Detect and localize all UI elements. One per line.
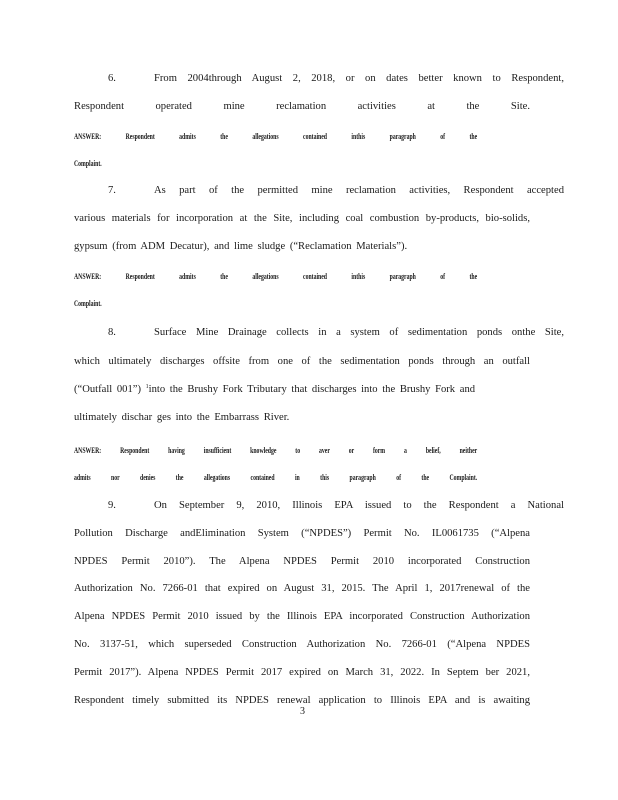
- paragraph-9-line-8: Respondent timely submitted its NPDES renewal application to Illinois EPA and is awaiting: [74, 695, 530, 706]
- answer-6-line-1: ANSWER: Respondent admits the allegations contained inthis paragraph of the: [74, 132, 478, 141]
- answer-8-line-1: ANSWER: Respondent having insufficient knowledge to aver or form a belief, neither: [74, 446, 478, 455]
- paragraph-number: 8.: [108, 327, 116, 338]
- paragraph-8-line-3: (“Outfall 001”) $^1$into the Brushy Fork Tributary that discharges into the Brushy Fork and: [74, 384, 476, 395]
- paragraph-6-line-1: 6. From 2004through August 2, 2018, or on dates better known to Respondent,: [108, 73, 564, 84]
- answer-8-line-2: admits nor denies the allegations contained in this paragraph of the Complaint.: [74, 473, 478, 482]
- paragraph-number: 9.: [108, 500, 116, 511]
- paragraph-9-line-5: Alpena NPDES Permit 2010 issued by the Illinois EPA incorporated Construction Authorization: [74, 611, 530, 622]
- paragraph-9-line-6: No. 3137-51, which superseded Construction Authorization No. 7266-01 (“Alpena NPDES: [74, 639, 530, 650]
- paragraph-9-line-4: Authorization No. 7266-01 that expired on August 31, 2015. The April 1, 2017renewal of the: [74, 583, 530, 594]
- footnote-reference[interactable]: 1: [145, 384, 149, 390]
- paragraph-number: 7.: [108, 185, 116, 196]
- answer-7-line-1: ANSWER: Respondent admits the allegations contained inthis paragraph of the: [74, 272, 478, 281]
- paragraph-9-line-7: Permit 2017”). Alpena NPDES Permit 2017 expired on March 31, 2022. In Septem ber 2021,: [74, 667, 530, 678]
- paragraph-7-line-2: various materials for incorporation at the Site, including coal combustion by-products, bio-solids,: [74, 213, 530, 224]
- paragraph-9-line-3: NPDES Permit 2010”). The Alpena NPDES Permit 2010 incorporated Construction: [74, 556, 530, 567]
- paragraph-number: 6.: [108, 73, 116, 84]
- page-number: 3: [300, 706, 305, 717]
- paragraph-9-line-1: 9. On September 9, 2010, Illinois EPA issued to the Respondent a National: [108, 500, 564, 511]
- paragraph-8-line-2: which ultimately discharges offsite from one of the sedimentation ponds through an outfall: [74, 356, 530, 367]
- paragraph-8-line-4: ultimately dischar ges into the Embarrass River.: [74, 412, 290, 423]
- paragraph-7-line-1: 7. As part of the permitted mine reclamation activities, Respondent accepted: [108, 185, 564, 196]
- paragraph-9-line-2: Pollution Discharge andElimination System (“NPDES”) Permit No. IL0061735 (“Alpena: [74, 528, 530, 539]
- answer-6-line-2: Complaint.: [74, 159, 102, 168]
- answer-7-line-2: Complaint.: [74, 299, 102, 308]
- paragraph-6-line-2: Respondent operated mine reclamation activities at the Site.: [74, 101, 530, 112]
- paragraph-8-line-1: 8. Surface Mine Drainage collects in a system of sedimentation ponds onthe Site,: [108, 327, 564, 338]
- paragraph-7-line-3: gypsum (from ADM Decatur), and lime sludge (“Reclamation Materials”).: [74, 241, 408, 252]
